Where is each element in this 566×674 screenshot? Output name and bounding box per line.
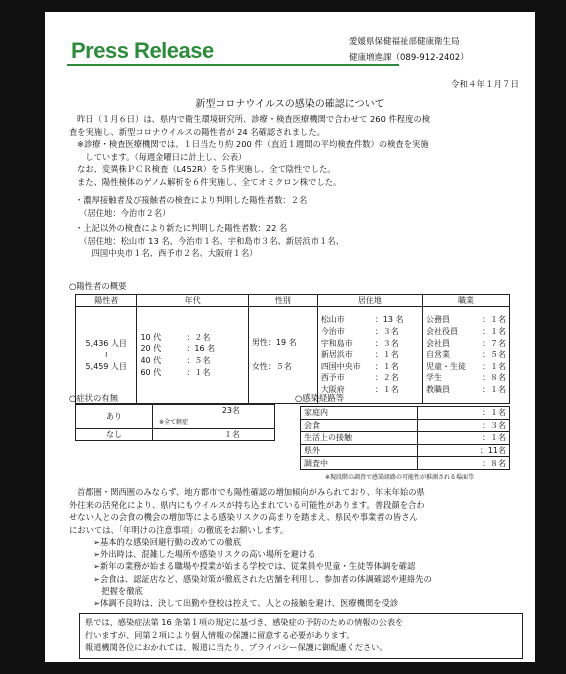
table-row [76,429,275,441]
residence-line: 新居浜市 ：１名 [320,350,399,360]
breakdown-line: ・上記以外の検査により新たに判明した陽性者数：22 名 [75,223,288,234]
list-item: ➢会食は、認証店など、感染対策が徹底された店舗を利用し、参加者の体調確認や連絡先の [93,573,432,584]
sex-line: 男性：19 名 [251,338,297,348]
residence-line: 宇和島市 ：３名 [320,338,399,348]
intro-paragraph [69,113,515,189]
table-header-row [76,295,510,307]
residence-cell [317,307,422,404]
intro-line: なお、変異株ＰＣＲ検査（L452R）を５件実施し、全て陰性でした。 [77,164,336,175]
precaution-list [93,536,513,609]
symptom-count: 23名 [221,406,240,415]
notice-line: 報道機関各位におかれては、報道に当たり、プライバシー保護に御配慮ください。 [85,642,388,652]
message-line: せない人との会食の機会の増加等による感染リスクの高まりを踏まえ、県民や事業者の皆さん [69,512,418,523]
residence-line: 西予市 ：２名 [320,373,399,383]
department-contact: 健康増進課（089-912-2402） [349,53,469,63]
table-row [301,457,510,470]
overview-heading: ○陽性者の概要 [69,281,127,291]
organization-name: 愛媛県保健福祉部健康衛生局 [349,37,460,47]
breakdown-line: （居住地：松山市 13 名、今治市１名、宇和島市３名、新居浜市１名、 [75,235,344,246]
routes-heading: ○感染経路等 [295,393,345,403]
route-label: 生活上の接触 [301,432,418,445]
residence-line: 今治市 ：３名 [320,327,399,337]
public-message [69,486,515,536]
list-item: ➢外出時は、混雑した場所や感染リスクの高い場所を避ける [93,549,316,560]
occupation-line: 児童・生徒 ：１名 [426,361,506,371]
route-label: 県外 [301,444,418,457]
symptom-label: あり [76,405,153,429]
release-date: 令和４年１月７日 [450,80,519,90]
occupation-line: 学生 ：８名 [426,373,506,383]
patient-last: 5,459 人目 [85,361,127,371]
age-line: 20 代 ：16 名 [140,344,216,354]
table-row [301,407,510,420]
symptom-label: なし [76,429,153,441]
occupation-cell [423,307,510,404]
intro-line: ※診療・検査医療機関では、１日当たり約 200 件（直近１週間の平均検査件数）の検査を実施 [77,139,429,150]
age-line: 60 代 ：１名 [140,367,211,377]
sex-line: 女性：５名 [251,362,292,371]
symptom-value-cell [153,429,275,441]
route-count: ：３名 [418,419,510,432]
list-item: ➢新年の業務が始まる職場や授業が始まる学校では、従業員や児童・生徒等体調を確認 [93,561,416,572]
routes-table [300,406,510,470]
table-row [301,444,510,457]
symptoms-heading: ○症状の有無 [69,393,119,403]
message-line: 外往来の活発化により、県内にもウイルスが持ち込まれている可能性があります。普段顔を合わ [69,499,425,510]
intro-line: 昨日（１月６日）は、県内で衛生環境研究所、診療・検査医療機関で合わせて 260 件程度の検 [77,114,430,124]
notice-line: 県では、感染症法第 16 条第１項の規定に基づき、感染症の予防のための情報の公表を [85,617,404,627]
header-sex: 性別 [248,295,317,307]
privacy-notice-box [79,613,523,659]
table-row [301,419,510,432]
patient-range-mark: ≀ [104,350,108,360]
occupation-line: 公務員 ：１名 [426,315,506,325]
occupation-line: 会社役員 ：１名 [426,327,506,337]
header-age: 年代 [137,295,248,307]
routes-note: ※現段階の調査で感染経路の可能性が推測される場面等 [325,474,475,481]
occupation-line: 教職員 ：１名 [426,384,506,394]
route-label: 家庭内 [301,407,418,420]
patient-first: 5,436 人目 [85,338,127,348]
symptom-count: １名 [224,430,240,439]
table-row [301,432,510,445]
intro-line: また、陽性検体のゲノム解析を６件実施し、全てオミクロン株でした。 [77,176,342,187]
list-item: ➢体調不良時は、決して出勤や登校は控えて、人との接触を避け、医療機関を受診 [93,598,399,609]
route-label: 調査中 [301,457,418,470]
breakdown-line: ・濃厚接触者及び接触者の検査により判明した陽性者数：２名 [75,195,308,205]
header-patient: 陽性者 [76,295,137,307]
patient-range-cell [76,307,137,404]
breakdown-line: （居住地：今治市２名） [75,207,171,218]
residence-line: 四国中央市 ：１名 [320,361,399,371]
overview-table [75,294,510,404]
positive-breakdown [75,194,521,260]
age-cell [137,307,248,404]
symptom-value-cell [153,405,275,429]
route-label: 会食 [301,419,418,432]
symptoms-table [75,404,275,441]
header-residence: 居住地 [317,295,422,307]
message-line: においては、「年明けの注意事項」の徹底をお願いします。 [69,524,289,535]
age-line: 40 代 ：５名 [140,356,211,365]
route-count: ：１名 [418,432,510,445]
intro-line: 査を実施し、新型コロナウイルスの陽性者が 24 名確認されました。 [69,126,325,137]
breakdown-line: 四国中央市１名、西予市２名、大阪府１名） [75,248,258,259]
table-row [76,405,275,429]
age-line: 10 代 ：２名 [140,332,211,342]
route-count: ：１名 [418,407,510,420]
occupation-line: 自営業 ：５名 [426,350,506,360]
press-release-page [45,12,535,662]
residence-line: 大阪府 ：１名 [320,384,399,394]
mild-note: ※全て軽症 [159,419,189,426]
route-count: ：８名 [418,457,510,470]
list-item: 把握を徹底 [93,585,143,596]
message-line: 首都圏・関西圏のみならず、地方都市でも陽性確認の増加傾向がみられており、年末年始の県 [77,487,425,497]
document-title: 新型コロナウイルスの感染の確認について [195,99,385,110]
intro-line: しています。（毎週金曜日に計上し、公表） [77,151,247,162]
header-occupation: 職業 [423,295,510,307]
occupation-line: 会社員 ：７名 [426,338,506,348]
table-row [76,307,510,404]
residence-line: 松山市 ：13 名 [320,315,404,325]
route-count: ：11名 [418,444,510,457]
sex-cell [248,307,317,404]
notice-line: 行いますが、同第２項により個人情報の保護に留意する必要があります。 [85,629,355,640]
list-item: ➢基本的な感染回避行動の改めての徹底 [93,537,242,547]
press-release-title: Press Release [71,38,214,63]
